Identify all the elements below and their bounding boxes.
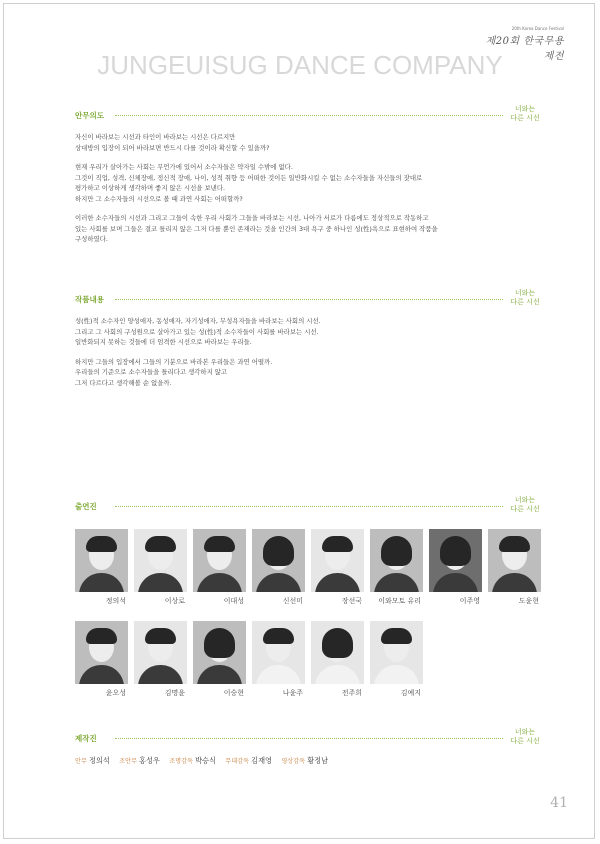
text-line: 자신이 바라보는 시선과 타인이 바라보는 시선은 다르지만 <box>75 133 236 141</box>
text-line: 일반화되지 못하는 것들에 더 엄격한 시선으로 바라보는 우리들. <box>75 338 252 346</box>
cast-member <box>488 529 542 606</box>
section-crew <box>75 727 545 768</box>
cast-member <box>429 529 483 606</box>
crew-role: 조안무 <box>119 758 138 765</box>
cast-member <box>252 621 306 698</box>
cast-name: 이주영 <box>459 597 480 605</box>
cast-grid <box>75 523 545 723</box>
paragraph <box>75 357 545 389</box>
section-motto: 너와는 다른 시선 <box>510 289 540 306</box>
paragraph <box>75 316 545 348</box>
cast-photo <box>370 529 423 592</box>
crew-name: 박승식 <box>195 756 216 765</box>
crew-name: 정의석 <box>88 756 110 765</box>
cast-name: 장선국 <box>341 597 362 605</box>
cast-member <box>193 621 247 698</box>
text-line: 하지만 그들의 입장에서 그들의 기분으로 바라본 우리들은 과연 어떨까. <box>75 357 273 366</box>
cast-name: 김예지 <box>400 689 421 697</box>
cast-name: 전주희 <box>341 689 362 697</box>
cast-photo <box>75 621 128 684</box>
festival-name-en: 20th Korea Dance Festival <box>511 26 564 31</box>
dotted-divider <box>115 738 503 739</box>
festival-name-kr: 제20회 한국무용제전 <box>485 36 564 62</box>
text-line: 이러한 소수자들의 시선과 그리고 그들이 속한 우리 사회가 그들을 바라보는 시선, 나아가 서로가 다름에도 정상적으로 작동하고 <box>75 214 429 222</box>
text-line: 그리고 그 사회의 구성원으로 살아가고 있는 성(性)적 소수자들이 사회를 바라보는 시선. <box>75 327 319 336</box>
section-header <box>75 104 545 132</box>
cast-name: 이상로 <box>164 597 185 605</box>
crew-list <box>75 755 545 768</box>
crew-role: 안무 <box>75 758 87 765</box>
section-label: 작품내용 <box>75 295 104 304</box>
cast-member <box>75 529 129 606</box>
cast-name: 이승현 <box>223 689 244 697</box>
dotted-divider <box>115 115 503 116</box>
section-label: 제작진 <box>75 734 97 743</box>
cast-name: 이대성 <box>223 597 244 605</box>
dotted-divider <box>115 506 503 507</box>
cast-member <box>370 529 424 606</box>
section-motto: 너와는 다른 시선 <box>510 496 540 513</box>
crew-role: 영상감독 <box>281 758 306 765</box>
page-number: 41 <box>550 795 568 811</box>
cast-member <box>75 621 129 698</box>
section-motto: 너와는 다른 시선 <box>510 728 540 745</box>
cast-member <box>134 529 188 606</box>
company-title: JUNGEUISUG DANCE COMPANY <box>97 50 503 80</box>
text-line: 평가하고 이상하게 생각하며 좋지 않은 시선을 보낸다. <box>75 184 226 192</box>
crew-name: 황정남 <box>307 756 329 765</box>
section-label: 출연진 <box>75 502 97 511</box>
cast-photo <box>429 529 482 592</box>
cast-photo <box>252 621 305 684</box>
cast-photo <box>252 529 305 592</box>
text-line: 구성하였다. <box>75 235 108 243</box>
cast-photo <box>488 529 541 592</box>
cast-member <box>193 529 247 606</box>
section-motto: 너와는 다른 시선 <box>510 105 540 122</box>
section-content <box>75 288 545 397</box>
section-label: 안무의도 <box>75 111 104 120</box>
dotted-divider <box>115 299 503 300</box>
section-cast <box>75 495 545 723</box>
cast-name: 정의석 <box>105 597 126 605</box>
cast-name: 나윤주 <box>282 689 303 697</box>
cast-member <box>134 621 188 698</box>
section-header <box>75 727 545 755</box>
section-body <box>75 316 545 388</box>
cast-member <box>311 621 365 698</box>
section-header <box>75 288 545 316</box>
section-body <box>75 132 545 245</box>
cast-photo <box>134 529 187 592</box>
cast-name: 이와모토 유리 <box>378 597 421 605</box>
text-line: 그저 다르다고 생각해볼 순 없을까. <box>75 378 172 387</box>
cast-name: 윤오성 <box>105 689 126 697</box>
text-line: 그것이 직업, 성격, 신체장애, 정신적 장애, 나이, 성적 취향 등 어떠한 것이든 일반화시킬 수 없는 소수자들을 자신들의 잣대로 <box>75 173 423 182</box>
cast-photo <box>311 529 364 592</box>
crew-role: 조명감독 <box>169 758 194 765</box>
paragraph <box>75 162 545 204</box>
cast-name: 김명윤 <box>164 689 185 697</box>
cast-photo <box>193 529 246 592</box>
cast-member <box>252 529 306 606</box>
paragraph <box>75 132 545 153</box>
text-line: 상대방의 입장이 되어 바라보면 반드시 다를 것이라 확신할 수 있을까? <box>75 143 270 152</box>
cast-name: 신선미 <box>282 597 303 605</box>
cast-member <box>311 529 365 606</box>
cast-member <box>370 621 424 698</box>
text-line: 우리들의 기준으로 소수자들을 틀리다고 생각하지 않고 <box>75 368 228 376</box>
cast-photo <box>193 621 246 684</box>
paragraph <box>75 213 545 245</box>
text-line: 하지만 그 소수자들의 시선으로 볼 때 과연 사회는 어떠할까? <box>75 194 243 203</box>
crew-name: 김재영 <box>251 756 273 765</box>
cast-photo <box>370 621 423 684</box>
text-line: 있는 사회를 보며 그들은 결코 틀리지 않은 그저 다를 뿐인 존재라는 것을 인간의 3대 욕구 중 하나인 성(性)욕으로 표현하여 작품을 <box>75 224 438 233</box>
crew-role: 무대감독 <box>225 758 250 765</box>
crew-name: 홍성우 <box>139 756 160 765</box>
text-line: 현재 우리가 살아가는 사회는 무언가에 있어서 소수자들은 약자일 수밖에 없다. <box>75 163 293 171</box>
section-intent <box>75 104 545 254</box>
cast-photo <box>311 621 364 684</box>
text-line: 성(性)적 소수자인 양성애자, 동성애자, 자기성애자, 무성욕자들을 바라보는 사회의 시선. <box>75 317 321 325</box>
cast-photo <box>134 621 187 684</box>
cast-name: 도윤현 <box>518 597 539 605</box>
section-header <box>75 495 545 523</box>
cast-photo <box>75 529 128 592</box>
